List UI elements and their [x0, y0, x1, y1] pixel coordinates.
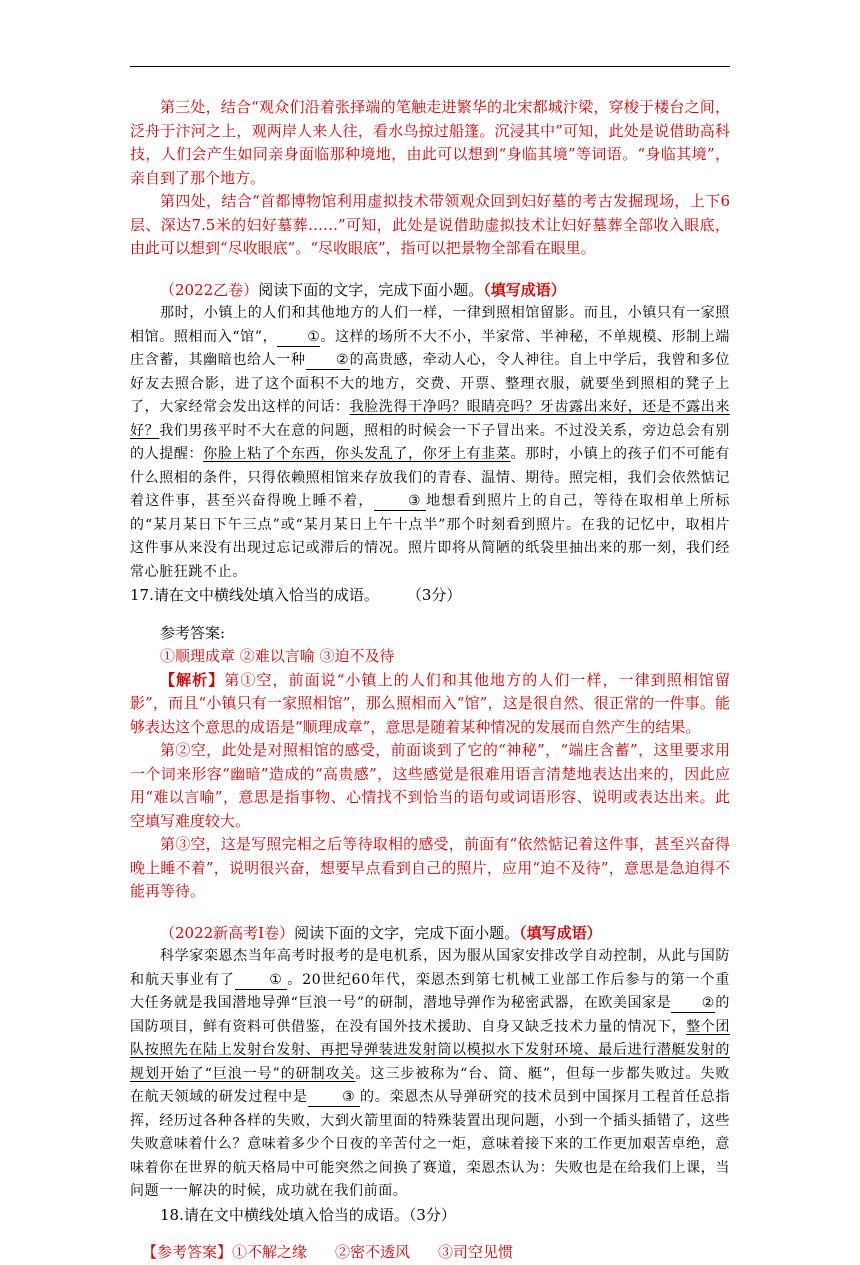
- q18-intro: 阅读下面的文字，完成下面小题。: [294, 923, 520, 942]
- explanation-paragraph-3: 第三处，结合“观众们沿着张择端的笔触走进繁华的北宋都城汴梁，穿梭于楼台之间，泛舟于汴河之上，观两岸人来人往，看水鸟掠过船篷。沉浸其中”可知，此处是说借助高科技，人们会产生如同亲身面临那种境地，由此可以想到“身临其境”等词语。“身临其境”，亲自到了那个地方。: [130, 98, 730, 187]
- explanation-paragraph-4: 第四处，结合“首都博物馆利用虚拟技术带领观众回到妇好墓的考古发掘现场，上下6层、深达7.5米的妇好墓葬……”可知，此处是说借助虚拟技术让妇好墓葬全部收入眼底，由此可以想到“尽收眼底”。“尽收眼底”，指可以把景物全部看在眼里。: [130, 192, 730, 257]
- q17-blank-1: ①: [277, 328, 320, 347]
- q17-blank-3: ③: [374, 492, 426, 511]
- q17-intro: 阅读下面的文字，完成下面小题。: [258, 280, 484, 299]
- q18-tag: （填写成语）: [519, 923, 602, 942]
- document-page: [130, 96, 730, 1265]
- q18-passage: 科学家栾恩杰当年高考时报考的是电机系，因为服从国家安排改学自动控制，从此与国防和航天事业有了 ① 。20世纪60年代，栾恩杰到第七机械工业部工作后参与的第一个重大任务就是我国潜地导弹“巨浪一号”的研制，潜地导弹作为秘密武器，在欧美国家是 ②的国防项目，鲜有资料可供借鉴，在没有国外技术援助、自身又缺乏技术力量的情况下，整个团队按照先在陆上发射台发射、再把导弹装进发射筒以模拟水下发射环境、最后进行潜艇发射的规划开始了“巨浪一号”的研制攻关。这三步被称为“台、筒、艇”，但每一步都失败过。失败在航天领域的研发过程中是 ③ 的。栾恩杰从导弹研究的技术员到中国探月工程首任总指挥，经历过各种各样的失败，大到火箭里面的特殊装置出现问题，小到一个插头插错了，这些失败意味着什么？意味着多少个日夜的辛苦付之一炬，意味着接下来的工作更加艰苦卓绝，意味着你在世界的航天格局中可能突然之间换了赛道，栾恩杰认为：失败也是在给我们上课，当问题一一解决的时候，成功就在我们前面。: [130, 948, 731, 1199]
- q17-tag: （填写成语）: [483, 280, 566, 299]
- q17-blank-2: ②: [306, 351, 350, 370]
- q17-passage: 那时，小镇上的人们和其他地方的人们一样，一律到照相馆留影。而且，小镇只有一家照相馆。照相而入“馆”， ①。这样的场所不大不小，半家常、半神秘，不单规模、形制上端庄含蓄，其幽暗也给人一种 ②的高贵感，牵动人心，令人神往。自上中学后，我曾和多位好友去照合影，进了这个面积不大的地方，交费、开票、整理衣服，就要坐到照相的凳子上了，大家经常会发出这样的问话：我脸洗得干净吗？眼睛亮吗？牙齿露出来好，还是不露出来好？我们男孩平时不大在意的问题，照相的时候会一下子冒出来。不过没关系，旁边总会有别的人提醒：你脸上粘了个东西，你头发乱了，你牙上有韭菜。那时，小镇上的孩子们不可能有什么照相的条件，只得依赖照相馆来存放我们的青春、温情、期待。照完相，我们会依然惦记着这件事，甚至兴奋得晚上睡不着， ③ 地想看到照片上的自己，等待在取相单上所标的“某月某日下午三点”或“某月某日上午十点半”那个时刻看到照片。在我的记忆中，取相片这件事从来没有出现过忘记或滞后的情况。照片即将从简陋的纸袋里抽出来的那一刻，我们经常心脏狂跳不止。: [130, 305, 731, 580]
- q17-analysis-3: 第③空，这是写照完相之后等待取相的感受，前面有“依然惦记着这件事，甚至兴奋得晚上睡不着”，说明很兴奋，想要早点看到自己的照片，应用“迫不及待”，意思是急迫得不能再等待。: [130, 835, 730, 900]
- q17-underlined-1: 我脸洗得干净吗？眼睛亮吗？牙齿露出来好，还是不露出来好？: [130, 399, 730, 439]
- q18-source: （2022新高考I卷）: [160, 923, 295, 942]
- q17-analysis-1: 【解析】第①空，前面说“小镇上的人们和其他地方的人们一样，一律到照相馆留影”，而且“小镇只有一家照相馆”，那么照相而入“馆”，这是很自然、很正常的一件事。能够表达这个意思的成语是“顺理成章”，意思是随着某种情况的发展而自然产生的结果。: [130, 670, 730, 736]
- q17-answer-label: 参考答案:: [160, 623, 226, 642]
- q18-blank-2: ②: [671, 994, 715, 1013]
- q18-answer-label: 【参考答案】: [142, 1243, 233, 1261]
- header-rule: [130, 66, 730, 67]
- q18-answers: 【参考答案】①不解之缘 ②密不透风 ③司空见惯: [142, 1243, 514, 1261]
- q17-score: （3分）: [406, 586, 462, 604]
- analysis-label: 【解析】: [160, 670, 225, 689]
- q18-underlined-1: 整个团队按照先在陆上发射台发射、再把导弹装进发射筒以模拟水下发射环境、最后进行潜艇发射的规划开始了“巨浪一号”的研制攻关: [130, 1018, 730, 1082]
- q17-source: （2022乙卷）: [160, 280, 259, 299]
- q17-question: 17.请在文中横线处填入恰当的成语。 （3分）: [130, 586, 462, 604]
- q18-heading: [130, 922, 730, 946]
- q17-answers: ①顺理成章 ②难以言喻 ③迫不及待: [160, 647, 395, 665]
- q18-question: 18.请在文中横线处填入恰当的成语。（3分）: [160, 1205, 456, 1224]
- q17-analysis-2: 第②空，此处是对照相馆的感受，前面谈到了它的“神秘”，“端庄含蓄”，这里要求用一个词来形容“幽暗”造成的“高贵感”，这些感觉是很难用语言清楚地表达出来的，因此应用“难以言喻”，意思是指事物、心情找不到恰当的语句或词语形容、说明或表达出来。此空填写难度较大。: [130, 741, 730, 830]
- q17-heading: [130, 279, 730, 303]
- q18-blank-3: ③: [308, 1088, 360, 1107]
- q17-underlined-2: 你脸上粘了个东西，你头发乱了，你牙上有韭菜: [203, 446, 511, 462]
- q18-blank-1: ①: [235, 971, 287, 990]
